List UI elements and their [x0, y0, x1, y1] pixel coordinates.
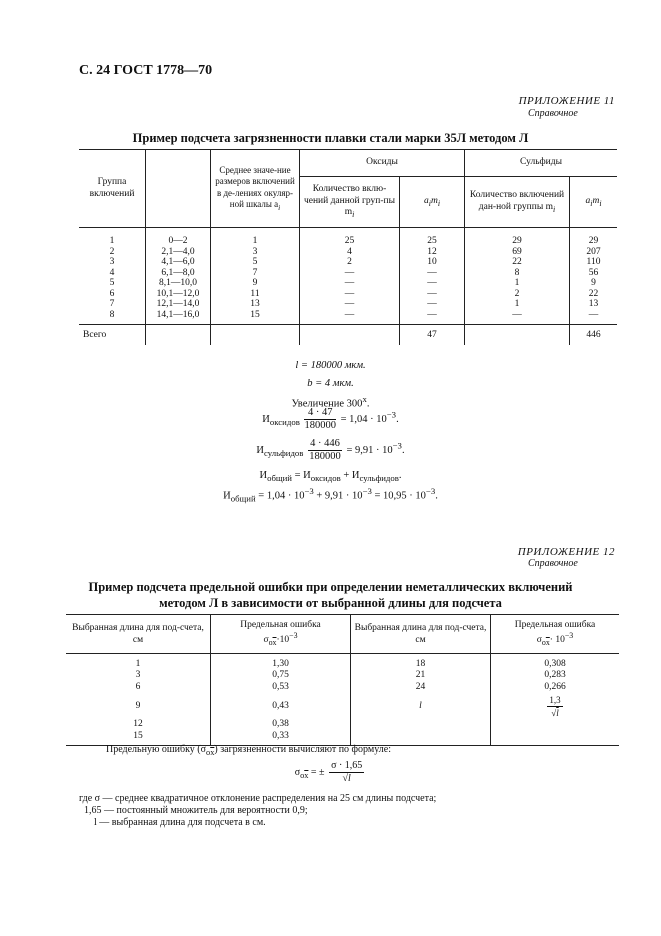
- table-cell: 0,33: [211, 731, 351, 745]
- error-table: [66, 614, 619, 746]
- table-cell: 2,1—4,0: [146, 247, 211, 258]
- table-cell: 12: [400, 247, 465, 258]
- contamination-table: [79, 149, 617, 345]
- eq-zoom: Увеличение $300^х$.: [291, 394, 370, 410]
- notes: [79, 793, 436, 829]
- col-sul-am: $a_im_i$: [570, 177, 618, 228]
- table-row: [66, 719, 619, 731]
- table-cell: 1,30: [211, 653, 351, 670]
- table-cell: 12: [66, 719, 211, 731]
- table-row: [66, 682, 619, 694]
- table-cell: 6: [79, 289, 146, 300]
- table-cell: 0,53: [211, 682, 351, 694]
- appendix-11-title: Пример подсчета загрязненности плавки стали марки 35Л методом Л: [132, 131, 529, 145]
- table-cell: 10: [400, 257, 465, 268]
- table-cell: 2: [465, 289, 570, 300]
- table-row: [66, 670, 619, 682]
- table-cell: 1: [465, 278, 570, 289]
- table-cell: 0,266: [544, 682, 566, 693]
- eq-oxides: $И_{оксидов}$ $\frac{4 \cdot 47}{180000}$ = $1,04 \cdot 10^{-3}$.: [262, 407, 399, 431]
- table-cell: 13: [211, 299, 300, 310]
- table-cell: 0—2: [146, 228, 211, 247]
- table-cell: $\frac{1,3}{√l}$: [549, 695, 561, 719]
- table-cell: —: [300, 299, 400, 310]
- note-length: l — выбранная длина для подсчета в см.: [94, 817, 266, 828]
- table-cell: 2: [300, 257, 400, 268]
- table-cell: —: [300, 268, 400, 279]
- table-cell: 0,283: [544, 670, 566, 681]
- col-err2: Предельная ошибка $\sigma_{о\overline{x}}\cdot 10^{-3}$: [491, 615, 620, 654]
- table-cell: 8: [79, 310, 146, 325]
- table-cell: 12,1—14,0: [146, 299, 211, 310]
- table-cell: —: [570, 310, 618, 325]
- table-cell: —: [300, 310, 400, 325]
- table-cell: —: [400, 289, 465, 300]
- table-cell: 10,1—12,0: [146, 289, 211, 300]
- col-len1: Выбранная длина для под-счета, см: [66, 615, 211, 654]
- table-cell: —: [465, 310, 570, 325]
- col-len2: Выбранная длина для под-счета, см: [351, 615, 491, 654]
- total-label: Всего: [79, 325, 146, 346]
- table-cell: 25: [300, 228, 400, 247]
- table-cell: 1: [66, 653, 211, 670]
- eq-sulfides: $И_{сульфидов}$ $\frac{4 \cdot 446}{180000}$ = $9,91 \cdot 10^{-3}$.: [256, 438, 405, 462]
- col-ox-am: $a_im_i$: [400, 177, 465, 228]
- table-cell: —: [300, 278, 400, 289]
- eq-width: b = 4 мкм.: [307, 378, 354, 389]
- page-header: С. 24 ГОСТ 1778—70: [79, 63, 213, 78]
- col-sulfides: Сульфиды: [465, 150, 618, 177]
- table-row: [79, 278, 617, 289]
- table-cell: 8: [465, 268, 570, 279]
- table-cell: 0,38: [211, 719, 351, 731]
- table-row: [79, 268, 617, 279]
- table-row: [79, 289, 617, 300]
- table-cell: —: [400, 310, 465, 325]
- table-cell: 22: [570, 289, 618, 300]
- appendix-11-label: ПРИЛОЖЕНИЕ 11: [518, 95, 615, 107]
- table-row: [66, 694, 619, 719]
- total-sul: 446: [570, 325, 618, 346]
- table-cell: 1: [79, 228, 146, 247]
- eq-length: l = 180000 мкм.: [295, 360, 366, 371]
- table-cell: 0,43: [211, 694, 351, 719]
- table-row: [79, 310, 617, 325]
- table-cell: 24: [351, 682, 491, 694]
- col-range: [146, 150, 211, 228]
- table-cell: 22: [465, 257, 570, 268]
- table-cell: 1: [211, 228, 300, 247]
- table-cell: 15: [211, 310, 300, 325]
- table-cell: 25: [400, 228, 465, 247]
- table-cell: 69: [465, 247, 570, 258]
- table-cell: 3: [79, 257, 146, 268]
- col-mean: Среднее значе-ние размеров включений в де-лениях окуляр-ной шкалы $a_i$: [211, 150, 300, 228]
- table-cell: 15: [66, 731, 211, 745]
- table-cell: 18: [351, 653, 491, 670]
- eq-total-def: $И_{общий} = И_{оксидов} + И_{сульфидов}$.: [259, 470, 402, 484]
- table-row: [66, 653, 619, 670]
- appendix-12-title-1: Пример подсчета предельной ошибки при определении неметаллических включений: [88, 580, 573, 594]
- appendix-12-title-2: методом Л в зависимости от выбранной длины для подсчета: [159, 596, 502, 610]
- table-cell: —: [400, 278, 465, 289]
- col-ox-count: Количество вклю-чений данной груп-пы $m_i$: [300, 177, 400, 228]
- table-cell: 4: [300, 247, 400, 258]
- table-cell: [491, 731, 620, 745]
- table-cell: 7: [79, 299, 146, 310]
- table-cell: 5: [79, 278, 146, 289]
- table-cell: 56: [570, 268, 618, 279]
- col-sul-count: Количество включений дан-ной группы $m_i$: [465, 177, 570, 228]
- table-cell: 9: [66, 694, 211, 719]
- note-sigma: где σ — среднее квадратичное отклонение распределения на 25 см длины подсчета;: [79, 793, 437, 804]
- table-row: [79, 299, 617, 310]
- table-cell: 9: [211, 278, 300, 289]
- appendix-12-label: ПРИЛОЖЕНИЕ 12: [517, 546, 615, 558]
- col-group: Группа включений: [79, 150, 146, 228]
- total-row: [79, 325, 617, 346]
- table-cell: 29: [465, 228, 570, 247]
- table-cell: 110: [570, 257, 618, 268]
- col-err1: Предельная ошибка $\sigma_{о\overline{x}}\cdot 10^{-3}$: [211, 615, 351, 654]
- total-ox: 47: [400, 325, 465, 346]
- table-cell: [351, 719, 491, 731]
- table-cell: 13: [570, 299, 618, 310]
- table-cell: 6: [66, 682, 211, 694]
- formula-intro: Предельную ошибку $(\sigma_{о\overline{x}})$ загрязненности вычисляют по формуле:: [106, 744, 391, 757]
- table-cell: 3: [211, 247, 300, 258]
- table-cell: 11: [211, 289, 300, 300]
- table-cell: 4,1—6,0: [146, 257, 211, 268]
- eq-total-val: $И_{общий} = 1,04 \cdot 10^{-3} + 9,91 \cdot 10^{-3} = 10,95 \cdot 10^{-3}$.: [223, 486, 438, 504]
- appendix-11-sublabel: Справочное: [528, 108, 578, 119]
- table-cell: —: [300, 289, 400, 300]
- table-cell: 7: [211, 268, 300, 279]
- table-cell: [491, 719, 620, 731]
- table-cell: 1: [465, 299, 570, 310]
- appendix-12-sublabel: Справочное: [528, 558, 578, 569]
- error-formula: $\sigma_{о\overline{x}}$ = ± $\frac{\sigma \cdot 1,65}{√l}$: [294, 760, 363, 784]
- table-row: [79, 228, 617, 247]
- table-row: [79, 257, 617, 268]
- table-cell: 3: [66, 670, 211, 682]
- table-cell: 2: [79, 247, 146, 258]
- table-cell: 21: [351, 670, 491, 682]
- table-cell: 9: [570, 278, 618, 289]
- table-cell: —: [400, 268, 465, 279]
- col-oxides: Оксиды: [300, 150, 465, 177]
- table-cell: 14,1—16,0: [146, 310, 211, 325]
- table-cell: 5: [211, 257, 300, 268]
- note-factor: 1,65 — постоянный множитель для вероятности 0,9;: [84, 805, 308, 816]
- table-cell: 6,1—8,0: [146, 268, 211, 279]
- table-cell: l: [351, 694, 491, 719]
- table-cell: 4: [79, 268, 146, 279]
- table-cell: 29: [570, 228, 618, 247]
- table-cell: 207: [570, 247, 618, 258]
- table-cell: 0,75: [211, 670, 351, 682]
- table-row: [79, 247, 617, 258]
- table-cell: —: [400, 299, 465, 310]
- table-cell: 8,1—10,0: [146, 278, 211, 289]
- table-cell: 0,308: [544, 658, 566, 669]
